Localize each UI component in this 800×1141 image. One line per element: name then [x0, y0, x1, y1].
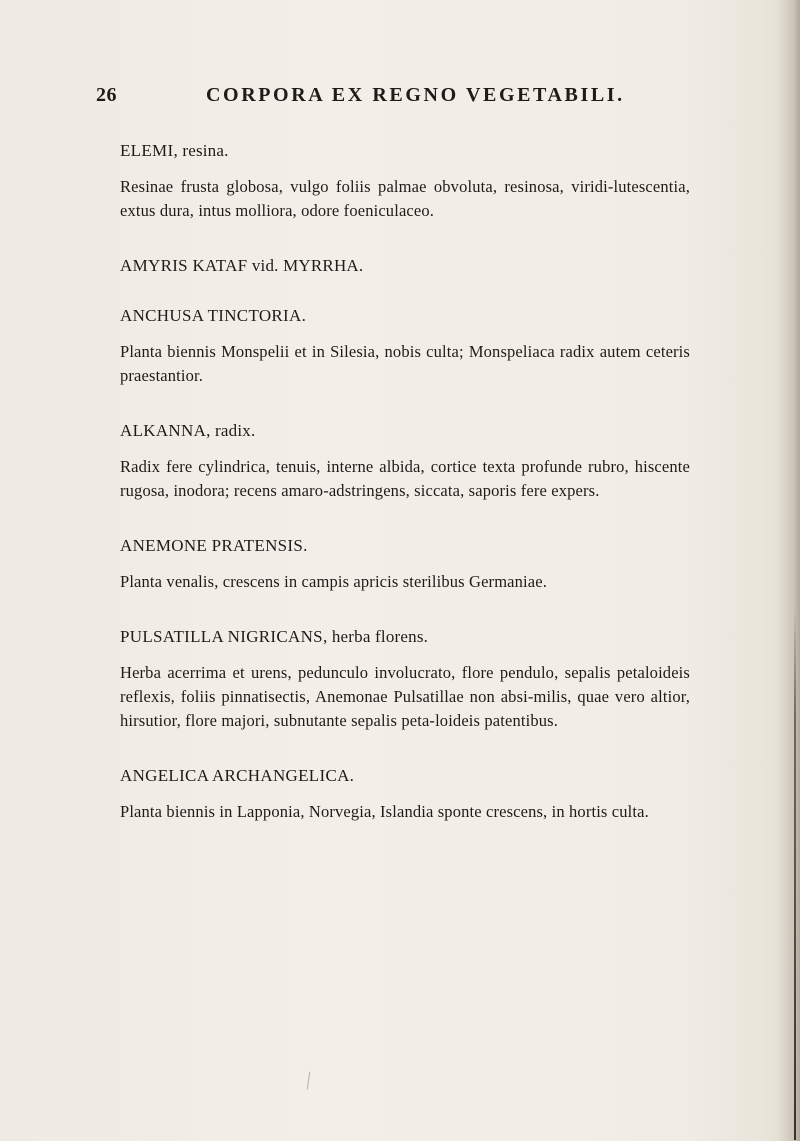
entry-name: ANGELICA ARCHANGELICA.	[120, 766, 355, 785]
entry-heading-anchusa-tinctoria	[120, 305, 690, 327]
entry-description-anemone-pratensis: Planta venalis, crescens in campis apricis sterilibus Germaniae.	[120, 572, 548, 591]
entry-description-alkanna: Radix fere cylindrica, tenuis, interne albida, cortice texta profunde rubro, hiscente rugosa, inodora; recens amaro-adstringens, siccata, saporis fere expers.	[120, 457, 690, 500]
entry-suffix: , herba florens.	[322, 627, 429, 646]
entry-heading-anemone-pratensis	[120, 535, 690, 557]
entry-name: ALKANNA	[120, 421, 207, 440]
page-content	[120, 140, 690, 824]
entry-heading-alkanna	[120, 420, 690, 442]
entry-heading-amyris-kataf	[120, 255, 690, 277]
page-number: 26	[96, 84, 117, 106]
entry-description-pulsatilla-nigricans: Herba acerrima et urens, pedunculo involucrato, flore pendulo, sepalis petaloideis reflexis, foliis pinnatisectis, Anemonae Pulsatillae non absi-milis, quae vero altior, hirsutior, flore majori, subnutante sepalis peta-loideis patentibus.	[120, 663, 690, 730]
paper-blemish	[307, 1072, 316, 1091]
entry-description-anchusa-tinctoria: Planta biennis Monspelii et in Silesia, nobis culta; Monspeliaca radix autem ceteris praestantior.	[120, 342, 690, 385]
entry-name: ANEMONE PRATENSIS.	[120, 536, 308, 555]
entry-suffix: , resina.	[173, 141, 229, 160]
entry-name: PULSATILLA NIGRICANS	[120, 627, 323, 646]
binding-edge-line	[794, 610, 796, 1140]
running-header	[96, 84, 716, 114]
entry-suffix: vid. MYRRHA.	[247, 256, 364, 275]
entry-heading-angelica-archangelica	[120, 765, 690, 787]
entry-name: AMYRIS KATAF	[120, 256, 248, 275]
entry-description-elemi: Resinae frusta globosa, vulgo foliis palmae obvoluta, resinosa, viridi-lutescentia, extus dura, intus molliora, odore foeniculaceo.	[120, 177, 690, 220]
entry-name: ANCHUSA TINCTORIA.	[120, 306, 307, 325]
page-edge-shadow	[778, 0, 800, 1141]
entry-heading-elemi	[120, 140, 690, 162]
running-title: CORPORA EX REGNO VEGETABILI.	[206, 84, 625, 106]
entry-name: ELEMI	[120, 141, 174, 160]
entry-description-angelica-archangelica: Planta biennis in Lapponia, Norvegia, Islandia sponte crescens, in hortis culta.	[120, 802, 649, 821]
entry-suffix: , radix.	[206, 421, 256, 440]
entry-heading-pulsatilla-nigricans	[120, 626, 690, 648]
